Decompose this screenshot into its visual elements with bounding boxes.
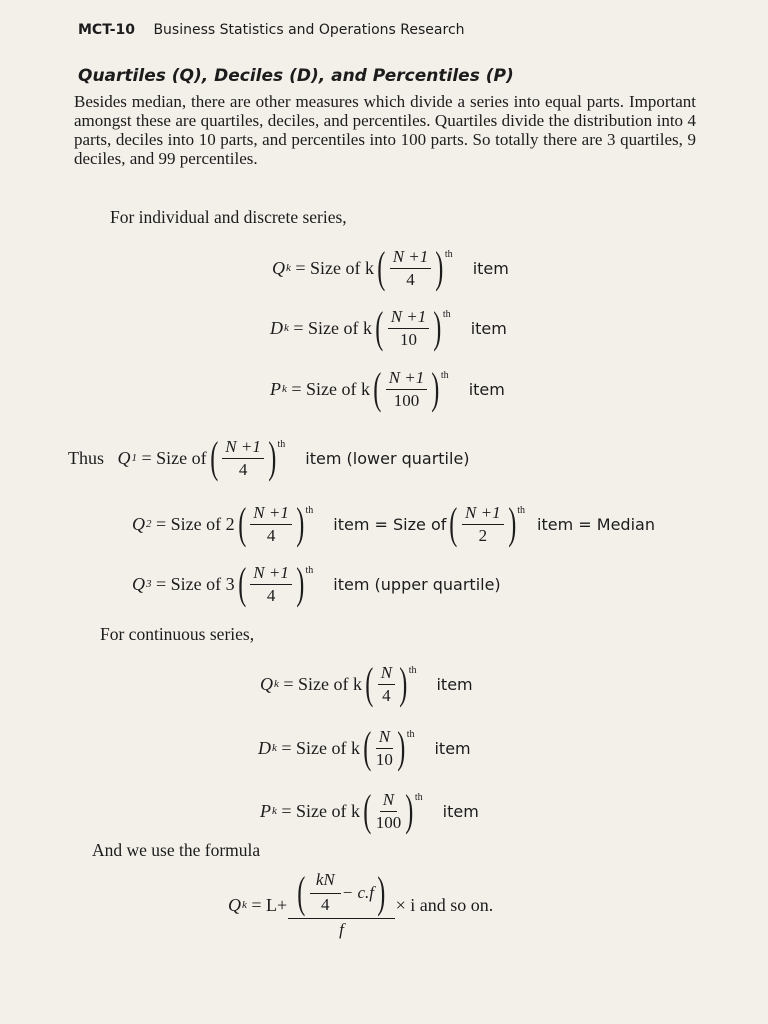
formula-q2: Q 2 = Size of 2 ( $\frac{N +1}{4}$ ) th item = Size of ( $\frac{N +1}{2}$ ) th item = Median bbox=[132, 499, 655, 548]
formula-percentile-individual: P k = Size of k ( $\frac{N +1}{100}$ ) th item bbox=[270, 364, 505, 413]
course-code: MCT-10 bbox=[78, 22, 135, 38]
formula-quartile-individual: Q k = Size of k ( $\frac{N +1}{4}$ ) th item bbox=[272, 243, 509, 292]
page-header bbox=[78, 22, 465, 38]
continuous-series-lead: For continuous series, bbox=[100, 624, 255, 644]
formula-q3: Q 3 = Size of 3 ( $\frac{N +1}{4}$ ) th item (upper quartile) bbox=[132, 559, 501, 608]
intro-paragraph: Besides median, there are other measures which divide a series into equal parts. Important amongst these are quartiles, deciles, and percentiles. Quartiles divide the distribution into 4 parts, deciles into 10 parts, and percentiles into 100 parts. So totally there are 3 quartiles, 9 deciles, and 99 percentiles. bbox=[74, 92, 696, 168]
formula-percentile-continuous: P k = Size of k ( $\frac{N}{100}$ ) th item bbox=[260, 786, 479, 835]
book-title: Business Statistics and Operations Research bbox=[153, 22, 465, 38]
formula-decile-individual: D k = Size of k ( $\frac{N +1}{10}$ ) th item bbox=[270, 303, 507, 352]
individual-series-lead: For individual and discrete series, bbox=[110, 207, 347, 227]
section-title: Quartiles (Q), Deciles (D), and Percentiles (P) bbox=[78, 66, 514, 86]
formula-quartile-continuous: Q k = Size of k ( $\frac{N}{4}$ ) th item bbox=[260, 659, 473, 708]
formula-lead: And we use the formula bbox=[92, 840, 261, 860]
formula-decile-continuous: D k = Size of k ( $\frac{N}{10}$ ) th item bbox=[258, 723, 471, 772]
formula-q1: Thus Q 1 = Size of ( $\frac{N +1}{4}$ ) th item (lower quartile) bbox=[68, 433, 470, 482]
formula-quartile-interpolation: Q k = L+ ( $\frac{kN}{4}$ − c.f ) f × i and so on. bbox=[228, 867, 494, 939]
